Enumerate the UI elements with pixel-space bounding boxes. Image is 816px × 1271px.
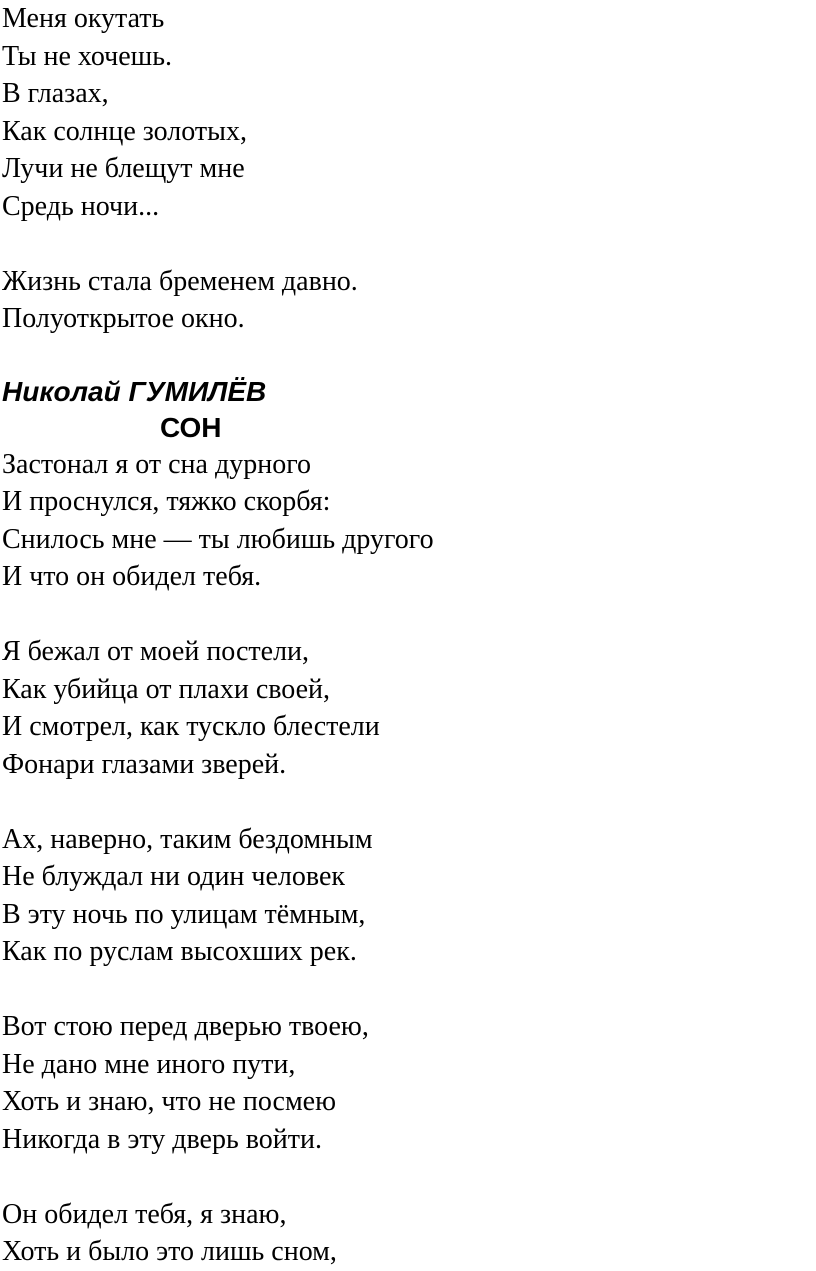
poem-title: СОН xyxy=(160,411,222,443)
poem-line: Полуоткрытое окно. xyxy=(2,303,245,334)
poem-line: Снилось мне — ты любишь другого xyxy=(2,523,434,555)
poem-author: Николай ГУМИЛЁВ xyxy=(2,375,267,407)
poem-line: Он обидел тебя, я знаю, xyxy=(2,1198,287,1230)
stanza xyxy=(2,1196,812,1271)
poem-line: Не дано мне иного пути, xyxy=(2,1048,296,1080)
poem-line: Фонари глазами зверей. xyxy=(2,748,287,780)
document-page xyxy=(2,0,812,1271)
stanza xyxy=(2,446,812,596)
poem-line: Средь ночи... xyxy=(2,190,160,222)
poem-line: Не блуждал ни один человек xyxy=(2,861,345,892)
stanza xyxy=(2,821,812,971)
stanza xyxy=(2,0,812,225)
poem-line: Ты не хочешь. xyxy=(2,40,172,72)
poem-line: В глазах, xyxy=(2,78,109,109)
stanza xyxy=(2,633,812,783)
poem-line: Вот стою перед дверью твоею, xyxy=(2,1011,369,1042)
poem-line: Как по руслам высохших рек. xyxy=(2,936,357,967)
stanza xyxy=(2,263,812,338)
stanza xyxy=(2,1008,812,1158)
poem-line: Никогда в эту дверь войти. xyxy=(2,1123,322,1155)
poem-line: Хоть и знаю, что не посмею xyxy=(2,1086,337,1117)
poem-line: Застонал я от сна дурного xyxy=(2,448,311,480)
poem-line: Меня окутать xyxy=(2,3,165,34)
poem-line: В эту ночь по улицам тёмным, xyxy=(2,898,366,930)
poem-line: Я бежал от моей постели, xyxy=(2,636,310,667)
poem-line: И смотрел, как тускло блестели xyxy=(2,711,380,742)
poem-son xyxy=(2,374,812,1271)
poem-line: Жизнь стала бременем давно. xyxy=(2,265,358,297)
poem-line: И проснулся, тяжко скорбя: xyxy=(2,486,331,517)
poem-line: Как солнце золотых, xyxy=(2,115,247,147)
poem-line: Хоть и было это лишь сном, xyxy=(2,1236,337,1267)
poem-line: Ах, наверно, таким бездомным xyxy=(2,823,373,855)
poem-line: И что он обидел тебя. xyxy=(2,561,262,592)
poem-line: Как убийца от плахи своей, xyxy=(2,673,331,705)
poem-line: Лучи не блещут мне xyxy=(2,153,245,184)
poem-continuation xyxy=(2,0,812,338)
